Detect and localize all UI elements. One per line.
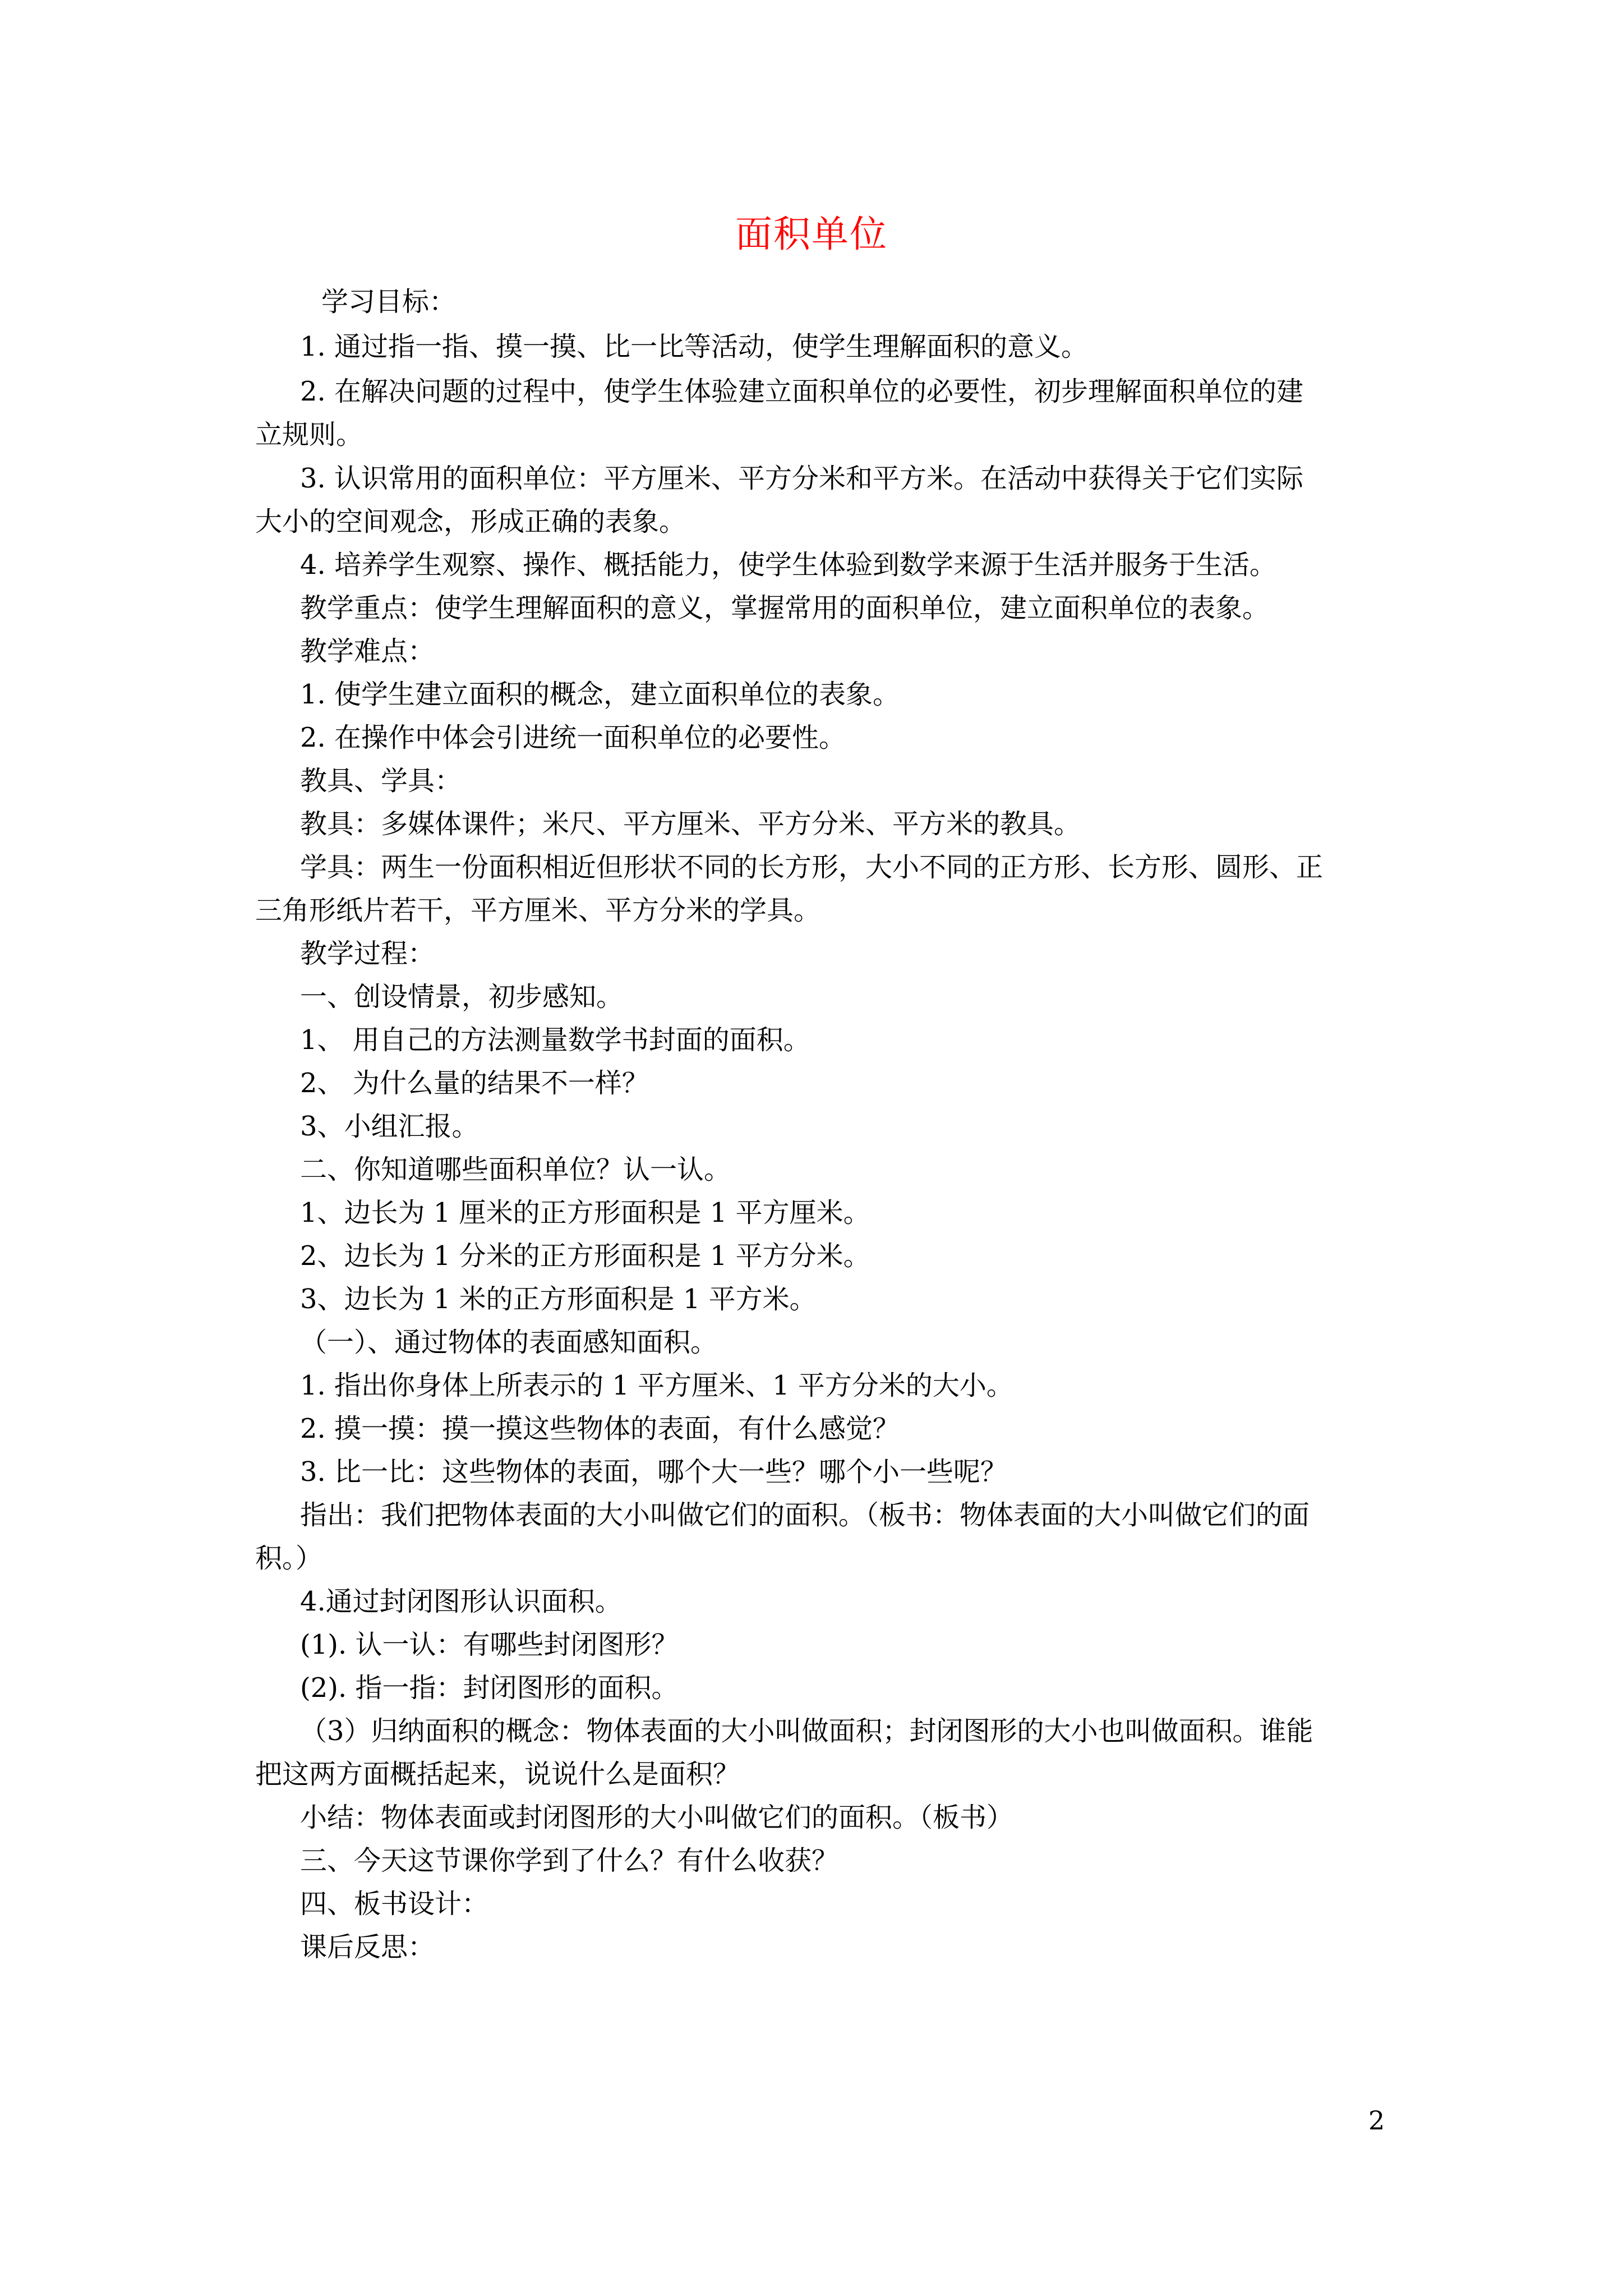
text-line: 3. 认识常用的面积单位：平方厘米、平方分米和平方米。在活动中获得关于它们实际: [300, 463, 1304, 494]
text-line: (2). 指一指：封闭图形的面积。: [300, 1672, 679, 1704]
text-line: 四、板书设计：: [300, 1888, 489, 1920]
text-line: 2. 在解决问题的过程中，使学生体验建立面积单位的必要性，初步理解面积单位的建: [300, 376, 1304, 407]
text-line: 三角形纸片若干，平方厘米、平方分米的学具。: [255, 895, 821, 926]
text-line: 教学过程：: [300, 938, 435, 969]
text-line: 二、你知道哪些面积单位？认一认。: [300, 1154, 731, 1185]
text-line: 教学重点：使学生理解面积的意义，掌握常用的面积单位，建立面积单位的表象。: [300, 592, 1270, 624]
page-number: 2: [1368, 2105, 1385, 2136]
text-line: 学习目标：: [321, 286, 457, 318]
text-line: 2. 在操作中体会引进统一面积单位的必要性。: [300, 722, 846, 753]
text-line: （3）归纳面积的概念：物体表面的大小叫做面积；封闭图形的大小也叫做面积。谁能: [300, 1715, 1313, 1747]
text-line: 2. 摸一摸：摸一摸这些物体的表面，有什么感觉？: [300, 1413, 900, 1444]
text-line: 教学难点：: [300, 636, 435, 667]
text-line: 4. 培养学生观察、操作、概括能力，使学生体验到数学来源于生活并服务于生活。: [300, 549, 1277, 581]
text-line: 3. 比一比：这些物体的表面，哪个大一些？哪个小一些呢？: [300, 1456, 1008, 1488]
text-line: 1. 使学生建立面积的概念，建立面积单位的表象。: [300, 679, 900, 710]
text-line: 1、边长为 1 厘米的正方形面积是 1 平方厘米。: [300, 1197, 870, 1228]
text-line: 积。）: [255, 1543, 323, 1574]
text-line: 1. 指出你身体上所表示的 1 平方厘米、1 平方分米的大小。: [300, 1370, 1013, 1401]
text-line: 小结：物体表面或封闭图形的大小叫做它们的面积。（板书）: [300, 1802, 1014, 1833]
text-line: 1. 通过指一指、摸一摸、比一比等活动，使学生理解面积的意义。: [300, 331, 1089, 362]
text-line: 2、边长为 1 分米的正方形面积是 1 平方分米。: [300, 1240, 870, 1272]
text-line: 课后反思：: [300, 1931, 435, 1963]
text-line: 4.通过封闭图形认识面积。: [300, 1586, 622, 1617]
text-line: 把这两方面概括起来，说说什么是面积？: [255, 1759, 740, 1790]
text-line: （一）、通过物体的表面感知面积。: [300, 1327, 718, 1358]
text-line: 一、创设情景，初步感知。: [300, 981, 624, 1013]
text-line: 2、 为什么量的结果不一样？: [300, 1068, 649, 1099]
text-line: 教具：多媒体课件；米尺、平方厘米、平方分米、平方米的教具。: [300, 808, 1081, 840]
text-line: 1、 用自己的方法测量数学书封面的面积。: [300, 1024, 810, 1056]
text-line: 3、小组汇报。: [300, 1111, 479, 1142]
document-title: 面积单位: [735, 213, 888, 256]
text-line: 立规则。: [255, 419, 363, 450]
text-line: 指出：我们把物体表面的大小叫做它们的面积。（板书：物体表面的大小叫做它们的面: [300, 1499, 1310, 1531]
text-line: (1). 认一认：有哪些封闭图形？: [300, 1629, 679, 1660]
text-line: 教具、学具：: [300, 765, 462, 797]
text-line: 学具：两生一份面积相近但形状不同的长方形，大小不同的正方形、长方形、圆形、正: [300, 852, 1324, 883]
text-line: 大小的空间观念，形成正确的表象。: [255, 506, 686, 537]
text-line: 3、边长为 1 米的正方形面积是 1 平方米。: [300, 1283, 817, 1315]
text-line: 三、今天这节课你学到了什么？有什么收获？: [300, 1845, 839, 1876]
